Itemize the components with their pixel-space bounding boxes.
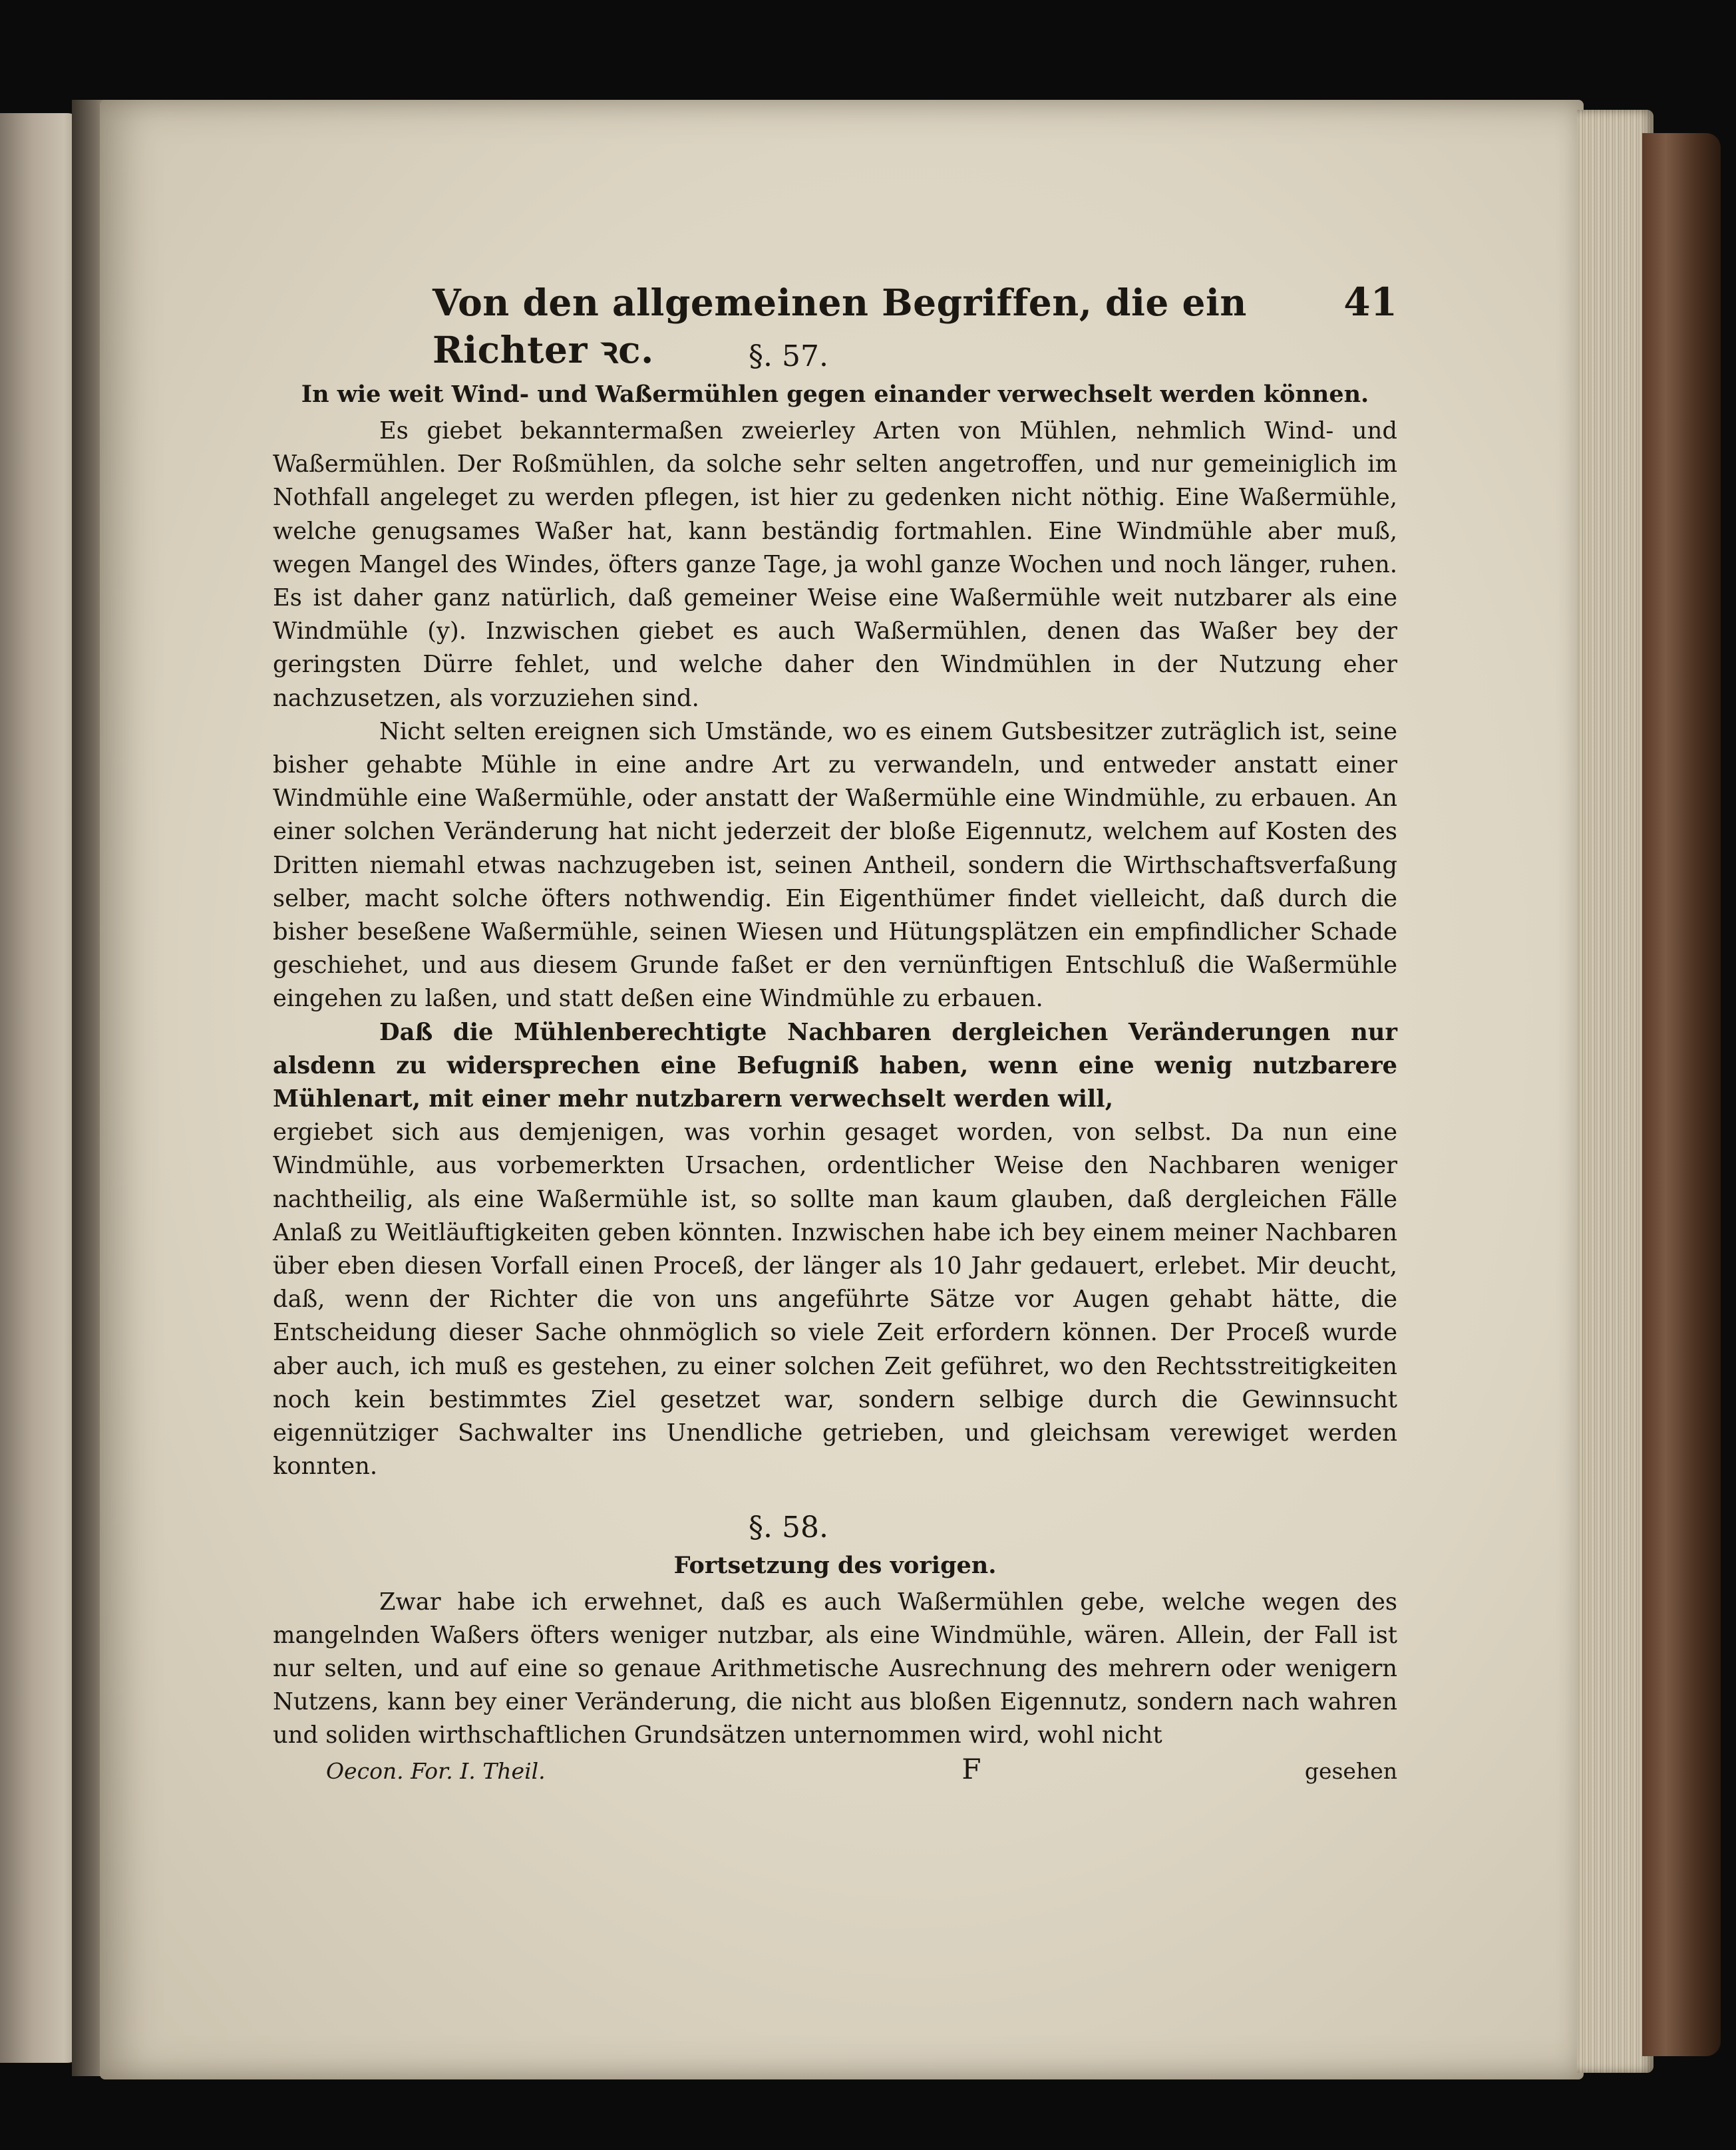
signature-note: Oecon. For. I. Theil. <box>326 1757 546 1784</box>
section-57-paragraph-3: Daß die Mühlenberechtigte Nachbaren dergleichen Veränderungen nur alsdenn zu widersprechen eine Befugniß haben, wenn eine wenig nutzbarere Mühlenart, mit einer mehr nutzbarern verwechselt werden will, <box>273 1018 1397 1113</box>
section-58-heading: Fortsetzung des vorigen. <box>673 1551 997 1579</box>
section-57-paragraph-2: Nicht selten ereignen sich Umstände, wo es einem Gutsbesitzer zuträglich ist, seine bisher gehabte Mühle in eine andre Art zu verwandeln, und entweder anstatt einer Windmühle eine Waßermühle, oder anstatt der Waßermühle eine Windmühle, zu erbauen. An einer solchen Veränderung hat nicht jederzeit der bloße Eigennutz, welchem auf Kosten des Dritten niemahl etwas nachzugeben ist, seinen Antheil, sondern die Wirthschaftsverfaßung selber, macht solche öfters nothwendig. Ein Eigenthümer findet vielleicht, daß durch die bisher beseßene Waßermühle, seinen Wiesen und Hütungsplätzen ein empfindlicher Schade geschiehet, und aus diesem Grunde faßet er den vernünftigen Entschluß die Waßermühle eingehen zu laßen, und statt deßen eine Windmühle zu erbauen. <box>273 717 1397 1013</box>
running-head-title: Von den allgemeinen Begriffen, die ein Richter ꝛc. <box>433 281 1247 371</box>
catchword: gesehen <box>1304 1757 1397 1784</box>
section-gap <box>273 1484 1397 1511</box>
left-page-edge <box>0 113 80 2063</box>
section-57-paragraph-1: Es giebet bekanntermaßen zweierley Arten von Mühlen, nehmlich Wind- und Waßermühlen. Der Roßmühlen, da solche sehr selten angetroffen, und nur gemeiniglich im Nothfall angeleget zu werden pflegen, ist hier zu gedenken nicht nöthig. Eine Waßermühle, welche genugsames Waßer hat, kann beständig fortmahlen. Eine Windmühle aber muß, wegen Mangel des Windes, öfters ganze Tage, ja wohl ganze Wochen und noch länger, ruhen. Es ist daher ganz natürlich, daß gemeiner Weise eine Waßermühle weit nutzbarer als eine Windmühle (y). Inzwischen giebet es auch Waßermühlen, denen das Waßer bey der geringsten Dürre fehlet, und welche daher den Windmühlen in der Nutzung eher nachzusetzen, als vorzuziehen sind. <box>273 417 1397 712</box>
section-58-mark: §. 58. <box>749 1510 828 1544</box>
section-57-heading: In wie weit Wind- und Waßermühlen gegen einander verwechselt werden können. <box>301 381 1369 408</box>
section-57-paragraph-4: ergiebet sich aus demjenigen, was vorhin gesaget worden, von selbst. Da nun eine Windmühle, aus vorbemerkten Ursachen, ordentlicher Weise den Nachbaren weniger nachtheilig, als eine Waßermühle ist, so sollte man kaum glauben, daß dergleichen Fälle Anlaß zu Weitläuftigkeiten geben könnten. Inzwischen habe ich bey einem meiner Nachbaren über eben diesen Vorfall einen Proceß, der länger als 10 Jahr gedauert, erlebet. Mir deucht, daß, wenn der Richter die von uns angeführte Sätze vor Augen gehabt hätte, die Entscheidung dieser Sache ohnmöglich so viele Zeit erfordern können. Der Proceß wurde aber auch, ich muß es gestehen, zu einer solchen Zeit geführet, wo den Rechtsstreitigkeiten noch kein bestimmtes Ziel gesetzet war, sondern selbige durch die Gewinnsucht eigennütziger Sachwalter ins Unendliche getrieben, und gleichsam verewiget werden konnten. <box>273 1119 1397 1481</box>
section-58-paragraph: Zwar habe ich erwehnet, daß es auch Waßermühlen gebe, welche wegen des mangelnden Waßers öfters weniger nutzbar, als eine Windmühle, wären. Allein, der Fall ist nur selten, und auf eine so genaue Arithmetische Ausrechnung des mehrern oder wenigern Nutzens, kann bey einer Veränderung, die nicht aus bloßen Eigennutz, sondern nach wahren und soliden wirthschaftlichen Grundsätzen unternommen wird, wohl nicht <box>273 1588 1397 1749</box>
page-footer <box>273 1753 1397 1790</box>
page-content <box>273 279 1397 1790</box>
signature-mark: F <box>961 1752 981 1785</box>
section-57-mark: §. 57. <box>749 339 828 373</box>
leather-cover <box>1642 133 1721 2056</box>
page-number: 41 <box>1343 279 1397 325</box>
